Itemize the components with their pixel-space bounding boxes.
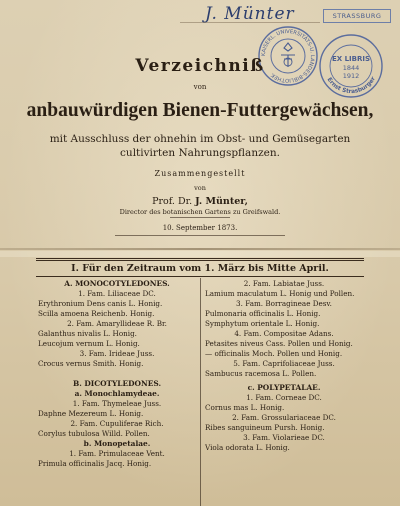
title-line-2: anbauwürdigen Bienen-Futtergewächsen, — [26, 100, 374, 121]
plant-entry: Ribes sanguineum Pursh. Honig. — [205, 423, 325, 432]
family-heading: 1. Fam. Primulaceae Vent. — [69, 449, 165, 458]
section-rule-top — [36, 258, 364, 259]
plant-entry: Galanthus nivalis L. Honig. — [38, 329, 137, 338]
author-prefix: Prof. Dr. — [152, 196, 193, 207]
left-column — [38, 279, 196, 469]
title-line-1: Verzeichniß — [135, 56, 265, 76]
author-line — [0, 196, 400, 207]
plant-entry: Sambucus racemosa L. Pollen. — [205, 369, 317, 378]
family-heading: 1. Fam. Corneae DC. — [246, 393, 322, 402]
subtitle-line-1: mit Ausschluss der ohnehin im Obst- und Gemüsegarten — [49, 133, 351, 145]
group-heading: B. DICOTYLEDONES. — [72, 379, 162, 388]
plant-entry: Cornus mas L. Honig. — [205, 403, 285, 412]
family-heading: 1. Fam. Liliaceae DC. — [78, 289, 156, 298]
plant-entry: — officinalis Moch. Pollen und Honig. — [205, 349, 343, 358]
exlibris-line2: 1844 — [342, 64, 360, 72]
group-heading: b. Monopetalae. — [83, 439, 151, 448]
plant-entry: Corylus tubulosa Willd. Pollen. — [38, 429, 150, 438]
plant-entry: Lamium maculatum L. Honig und Pollen. — [205, 289, 355, 298]
family-heading: 2. Fam. Labiatae Juss. — [243, 279, 325, 288]
plant-entry: Scilla amoena Reichenb. Honig. — [38, 309, 155, 318]
family-heading: 2. Fam. Amaryllideae R. Br. — [67, 319, 167, 328]
handwritten-signature: J. Münter — [205, 4, 295, 24]
family-heading: 4. Fam. Compositae Adans. — [234, 329, 334, 338]
group-heading: c. POLYPETALAE. — [247, 383, 321, 392]
right-column — [205, 279, 363, 379]
family-heading: 2. Fam. Grossulariaceae DC. — [232, 413, 336, 422]
family-heading: 5. Fam. Caprifoliaceae Juss. — [233, 359, 335, 368]
plant-entry: Erythronium Dens canis L. Honig. — [38, 299, 163, 308]
family-heading: 3. Fam. Irideae Juss. — [79, 349, 155, 358]
signature-line — [180, 22, 320, 23]
family-heading: 3. Fam. Violarieae DC. — [243, 433, 325, 442]
author-affiliation: Director des botanischen Gartens zu Greifswald. — [119, 208, 281, 216]
group-heading: a. Monochlamydeae. — [74, 389, 160, 398]
right-column-polypetalae — [205, 383, 363, 453]
section-rule-bottom — [36, 276, 364, 277]
plant-entry: Daphne Mezereum L. Honig. — [38, 409, 144, 418]
fold-crease — [0, 248, 400, 250]
subtitle-line-2: cultivirten Nahrungspflanzen. — [120, 147, 280, 159]
section-rule-top-2 — [36, 260, 364, 261]
plant-entry: Pulmonaria officinalis L. Honig. — [205, 309, 321, 318]
plant-entry: Viola odorata L. Honig. — [205, 443, 290, 452]
plant-entry: Petasites niveus Cass. Pollen und Honig. — [205, 339, 353, 348]
exlibris-ring-text: Ernst Strasburger — [325, 76, 377, 96]
exlibris-line1: EX LIBRIS — [331, 55, 371, 63]
library-stamp: STRASSBURG — [323, 9, 391, 23]
family-heading: 2. Fam. Cupuliferae Rich. — [70, 419, 164, 428]
plant-entry: Leucojum vernum L. Honig. — [38, 339, 140, 348]
section-heading: I. Für den Zeitraum vom 1. März bis Mitte April. — [71, 263, 329, 274]
plant-entry: Primula officinalis Jacq. Honig. — [38, 459, 152, 468]
fold-highlight — [0, 251, 400, 257]
plant-entry: Crocus vernus Smith. Honig. — [38, 359, 144, 368]
divider-short — [170, 217, 230, 218]
column-divider — [200, 278, 201, 506]
exlibris-line3: 1912 — [342, 72, 360, 80]
family-heading: 3. Fam. Borragineae Desv. — [236, 299, 332, 308]
divider-medium — [115, 235, 285, 236]
von-text: von — [193, 83, 207, 91]
publication-date: 10. September 1873. — [162, 224, 238, 232]
seal-ring-text: KAISERL. UNIVERSITÄTS-U. LANDES-BIBLIOTHEK — [260, 28, 316, 84]
plant-entry — [38, 369, 196, 379]
plant-entry: Symphytum orientale L. Honig. — [205, 319, 320, 328]
group-heading: A. MONOCOTYLEDONES. — [64, 279, 170, 288]
von-text-2: von — [194, 184, 206, 192]
author-name: J. Münter, — [195, 196, 248, 207]
compiled-label: Zusammengestellt — [154, 169, 246, 178]
family-heading: 1. Fam. Thymeleae Juss. — [72, 399, 162, 408]
